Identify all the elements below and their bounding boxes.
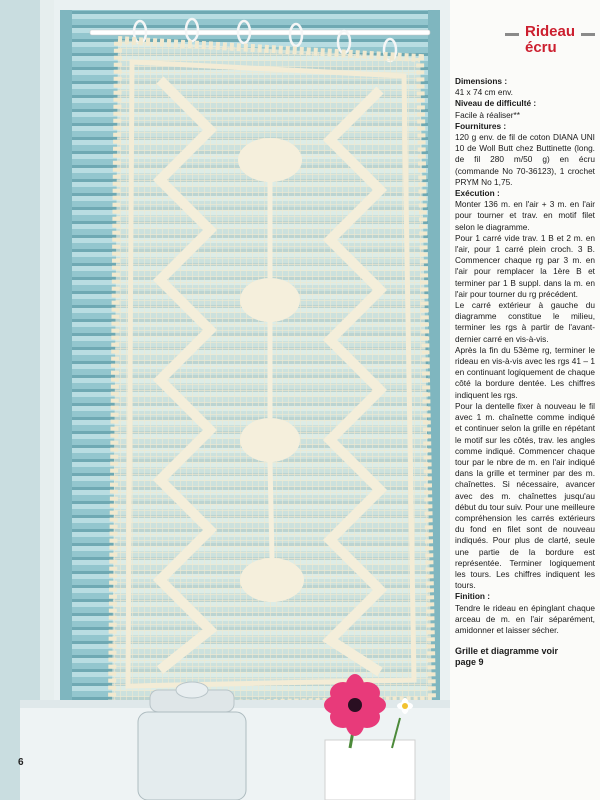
execution-paragraph: Monter 136 m. en l'air + 3 m. en l'air pour tourner et trav. en motif filet selon le diagramme. xyxy=(455,199,595,232)
title-dash-right xyxy=(581,33,595,36)
supplies-body: 120 g env. de fil de coton DIANA UNI 10 de Woll Butt chez Buttinette (long. de fil 280 m/50 g) en écru (commande No 70-36123), 1 crochet PRYM No 1,75. xyxy=(455,132,595,187)
dimensions-body: 41 x 74 cm env. xyxy=(455,87,513,98)
title-line-2: écru xyxy=(524,39,557,56)
dimensions-heading: Dimensions : xyxy=(455,76,508,86)
page-number: 6 xyxy=(18,757,24,768)
finishing-body: Tendre le rideau en épinglant chaque arceau de m. en l'air séparément, amidonner et laisser sécher. xyxy=(455,602,595,635)
diagram-reference xyxy=(455,646,595,668)
finishing-heading: Finition : xyxy=(455,591,491,602)
execution-heading: Exécution : xyxy=(455,188,500,199)
instructions xyxy=(455,76,595,636)
execution-paragraph: Pour la dentelle fixer à nouveau le fil avec 1 m. chaînette comme indiqué et continuer selon la grille en répétant le motif sur les côtés, trav. les angles comme indiqué. Commencer chaque tour par le nbre de m. en l'air indiqué dans la grille et terminer par des m. chaînettes. Si nécessaire, avancer avec des m. chaînettes jusqu'au début du tour suiv. Pour une meilleure compréhension les carrés extérieurs du fond en filet sont de nouveau indiqués. Pour plus de clarté, seule une partie de la bordure est représentée. Terminer logiquement les tours. Les chiffres indiquent les tours. xyxy=(455,400,595,591)
lace-curtain xyxy=(112,40,432,706)
difficulty-body: Facile à réaliser** xyxy=(455,109,521,120)
execution-paragraph: Après la fin du 53ème rg, terminer le rideau en vis-à-vis avec les rgs 41 – 1 en continuant logiquement de chaque côté la bordure dentée. Les chiffres indiquent les rgs. xyxy=(455,344,595,400)
article-sidebar xyxy=(455,24,595,668)
execution-paragraph: Pour 1 carré vide trav. 1 B et 2 m. en l'air, pour 1 carré plein croch. 3 B. Commencer chaque rg par 3 m. en l'air pour remplacer la 1ère B et terminer par 1 B suppl. dans la m. en l'air pour tourner du rg précédent. xyxy=(455,232,595,299)
reference-line-2: page 9 xyxy=(455,657,484,668)
title-dash-left xyxy=(505,33,519,36)
title-line-1: Rideau xyxy=(524,23,575,40)
title-block xyxy=(455,24,595,56)
article-title xyxy=(525,24,575,56)
glass-jar xyxy=(138,682,246,800)
difficulty-heading: Niveau de difficulté : xyxy=(455,98,537,109)
reference-line-1: Grille et diagramme voir xyxy=(455,646,559,657)
execution-paragraph: Le carré extérieur à gauche du diagramme constitue le milieu, terminer les rgs à partir de l'avant-dernier carré en vis-à-vis. xyxy=(455,300,595,344)
supplies-heading: Fournitures : xyxy=(455,120,507,131)
